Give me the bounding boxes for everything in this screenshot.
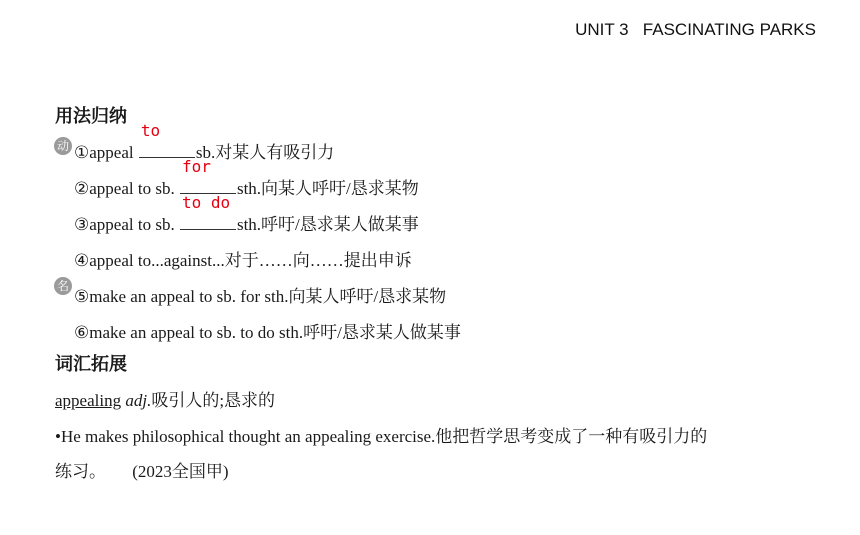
usage-heading: 用法归纳 (55, 106, 127, 127)
usage-item-3 (74, 193, 419, 235)
usage-item-5: ⑤make an appeal to sb. for sth.向某人呼吁/恳求某物 (74, 287, 447, 306)
usage-item-2-text: ②appeal to sb. (74, 179, 179, 198)
vocab-entry (55, 386, 275, 411)
example-line-2: 练习。 (55, 462, 106, 481)
usage-item-4: ④appeal to...against...对于……向……提出申诉 (74, 251, 412, 270)
usage-item-1-meaning: sb.对某人有吸引力 (195, 143, 335, 162)
unit-title: UNIT 3 FASCINATING PARKS (575, 20, 816, 39)
answer-1: to (140, 121, 161, 140)
usage-item-3-text: ③appeal to sb. (74, 215, 179, 234)
example-sentence: •He makes philosophical thought an appealing exercise.他把哲学思考变成了一种有吸引力的 (55, 427, 708, 446)
usage-item-2-meaning: sth.向某人呼吁/恳求某物 (236, 179, 419, 198)
answer-blank-2 (180, 157, 236, 194)
vocab-word: appealing (55, 391, 122, 410)
vocab-heading: 词汇拓展 (55, 354, 127, 375)
usage-item-3-meaning: sth.呼吁/恳求某人做某事 (236, 215, 419, 234)
usage-item-2 (74, 157, 419, 199)
answer-blank-1 (139, 121, 195, 158)
noun-badge-icon: 名 (54, 277, 72, 295)
example-sentence-continued (55, 457, 229, 482)
usage-item-1-text: ①appeal (74, 143, 138, 162)
answer-2: for (181, 157, 211, 176)
example-source: (2023全国甲) (132, 462, 229, 481)
usage-item-6: ⑥make an appeal to sb. to do sth.呼吁/恳求某人做某事 (74, 323, 461, 342)
vocab-pos: adj. (125, 391, 152, 410)
answer-blank-3 (180, 193, 236, 230)
vocab-meaning: 吸引人的;恳求的 (151, 391, 276, 410)
verb-badge-icon: 动 (54, 137, 72, 155)
answer-3: to do (181, 193, 231, 212)
